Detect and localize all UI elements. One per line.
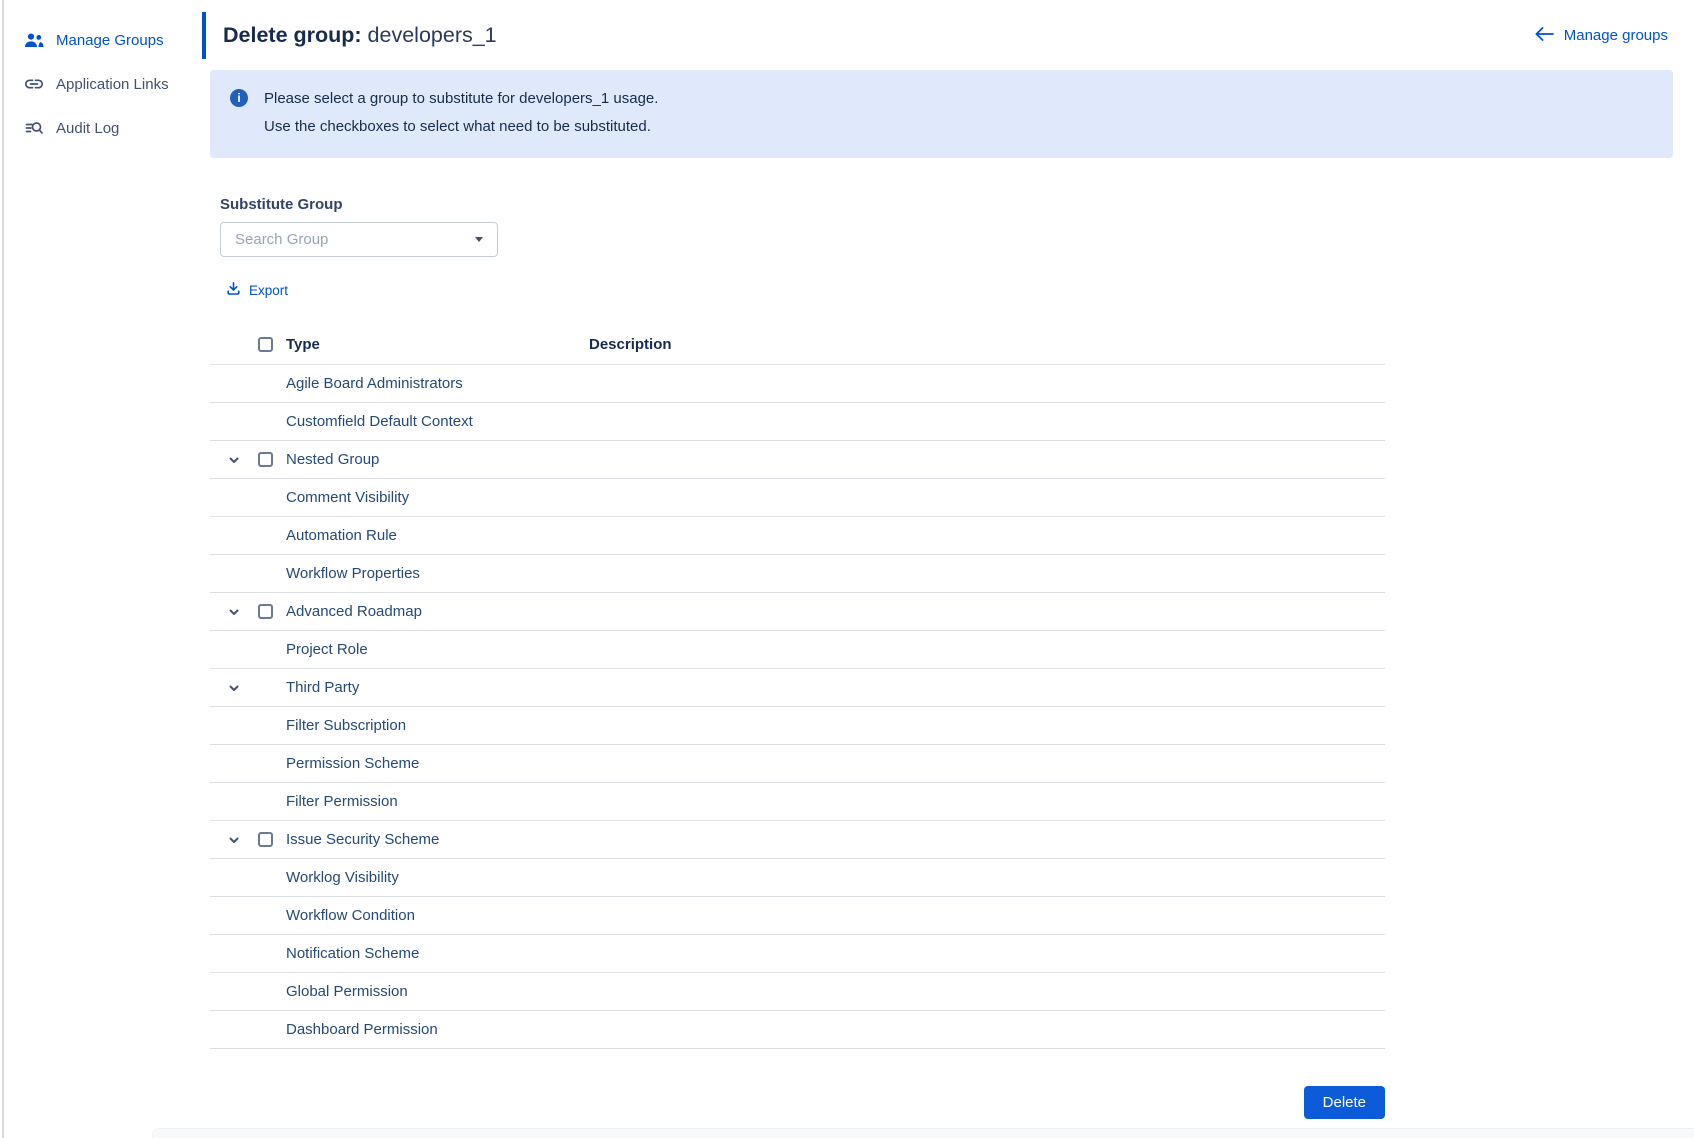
row-description [589,934,1385,972]
sidebar-item-application-links[interactable] [0,62,200,106]
table-row [210,782,1385,820]
table-row [210,630,1385,668]
row-description [589,744,1385,782]
usage-table [210,325,1385,1049]
export-download-icon [226,281,241,299]
row-type-label: Project Role [286,640,368,658]
info-banner-text [264,85,658,158]
people-icon [24,33,44,48]
sidebar-item-label: Audit Log [56,119,120,137]
header-checkbox-cell [256,325,286,364]
row-type-label: Notification Scheme [286,944,420,962]
table-row [210,554,1385,592]
expand-chevron-icon[interactable] [226,604,242,620]
row-description [589,896,1385,934]
window-left-border [2,0,4,1138]
row-type-label: Automation Rule [286,526,397,544]
sidebar-item-label: Manage Groups [56,31,164,49]
row-type-label: Filter Permission [286,792,398,810]
select-all-checkbox[interactable] [258,337,273,352]
sidebar [0,18,200,150]
table-row [210,744,1385,782]
row-description [589,630,1385,668]
table-row [210,440,1385,478]
chevron-down-icon [475,237,483,242]
row-description [589,516,1385,554]
row-checkbox[interactable] [258,604,273,619]
row-type-label: Issue Security Scheme [286,830,440,848]
expand-chevron-icon[interactable] [226,832,242,848]
table-header-row [210,325,1385,364]
row-description [589,440,1385,478]
row-type-label: Worklog Visibility [286,868,399,886]
column-header-type: Type [286,325,589,364]
row-type-label: Advanced Roadmap [286,602,422,620]
row-type-label: Global Permission [286,982,408,1000]
footer-actions [210,1086,1385,1119]
page-title-group-name: developers_1 [367,23,497,47]
row-description [589,554,1385,592]
substitute-group-section [220,196,498,257]
back-arrow-icon [1535,27,1554,45]
link-icon [24,78,44,90]
info-banner [210,70,1673,158]
table-row [210,668,1385,706]
row-description [589,402,1385,440]
table-row [210,896,1385,934]
sidebar-item-audit-log[interactable] [0,106,200,150]
substitute-group-select[interactable] [220,222,498,257]
audit-log-icon [24,120,44,136]
row-checkbox[interactable] [258,832,273,847]
row-description [589,478,1385,516]
table-row [210,592,1385,630]
table-row [210,820,1385,858]
page-title [202,12,497,59]
row-description [589,706,1385,744]
row-type-label: Customfield Default Context [286,412,473,430]
row-description [589,1010,1385,1048]
row-type-label: Comment Visibility [286,488,410,506]
info-banner-line1: Please select a group to substitute for developers_1 usage. [264,90,659,107]
table-row [210,934,1385,972]
row-description [589,668,1385,706]
info-icon: i [230,89,248,107]
row-description [589,592,1385,630]
substitute-group-label: Substitute Group [220,196,343,213]
substitute-group-placeholder: Search Group [235,231,329,248]
table-row [210,858,1385,896]
row-checkbox[interactable] [258,452,273,467]
expand-chevron-icon[interactable] [226,452,242,468]
table-row [210,1010,1385,1048]
row-description [589,364,1385,402]
sidebar-item-manage-groups[interactable] [0,18,200,62]
manage-groups-back-link[interactable] [1535,27,1668,45]
row-type-label: Agile Board Administrators [286,374,463,392]
row-type-label: Permission Scheme [286,754,420,772]
back-link-label: Manage groups [1563,27,1668,44]
table-row [210,516,1385,554]
row-description [589,820,1385,858]
table-row [210,706,1385,744]
next-section-edge [152,1128,1694,1138]
table-row [210,402,1385,440]
header-chevron-cell [210,325,256,364]
row-type-label: Third Party [286,678,360,696]
table-row [210,364,1385,402]
row-description [589,972,1385,1010]
table-row [210,478,1385,516]
row-description [589,782,1385,820]
row-description [589,858,1385,896]
expand-chevron-icon[interactable] [226,680,242,696]
row-type-label: Filter Subscription [286,716,407,734]
page-header [202,12,1668,59]
export-button[interactable] [226,281,288,299]
table-row [210,972,1385,1010]
row-type-label: Workflow Properties [286,564,420,582]
column-header-description: Description [589,325,1385,364]
row-type-label: Nested Group [286,450,380,468]
row-type-label: Workflow Condition [286,906,415,924]
page-title-prefix: Delete group: [223,23,368,47]
export-label: Export [249,282,289,298]
row-type-label: Dashboard Permission [286,1020,438,1038]
delete-button[interactable]: Delete [1304,1086,1385,1119]
info-banner-line2: Use the checkboxes to select what need to be substituted. [264,118,651,135]
sidebar-item-label: Application Links [56,75,169,93]
